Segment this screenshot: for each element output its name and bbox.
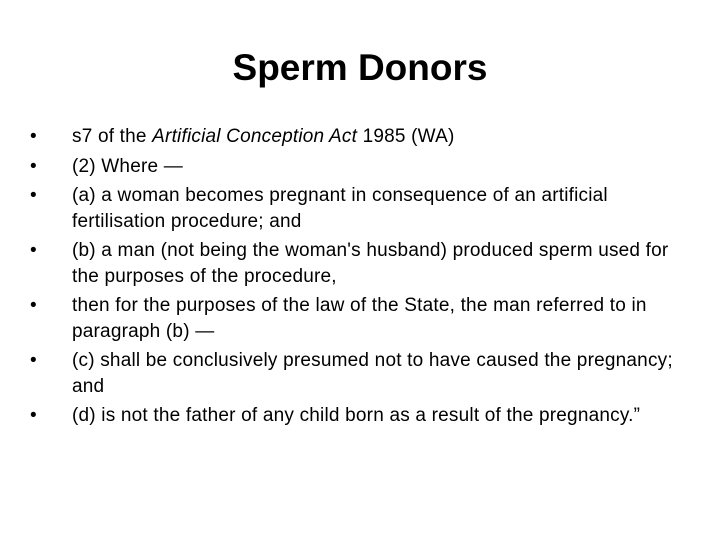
bullet-text: (a) a woman becomes pregnant in consequence of an artificial fertilisation procedure; and	[72, 185, 608, 232]
bullet-item-paragraph-a	[30, 183, 690, 234]
bullet-list	[30, 124, 690, 433]
bullet-item-paragraph-b	[30, 238, 690, 289]
bullet-icon: •	[30, 350, 37, 371]
bullet-item-paragraph-c	[30, 348, 690, 399]
bullet-item-paragraph-d	[30, 403, 690, 429]
slide-title: Sperm Donors	[232, 47, 488, 88]
bullet-icon: •	[30, 185, 37, 206]
bullet-item-act	[30, 124, 690, 150]
act-name: Artificial Conception Act	[152, 126, 358, 147]
bullet-text: (d) is not the father of any child born as a result of the pregnancy.”	[72, 405, 641, 426]
bullet-item-subsection-2	[30, 154, 690, 180]
bullet-icon: •	[30, 295, 37, 316]
bullet-icon: •	[30, 405, 37, 426]
bullet-icon: •	[30, 155, 37, 177]
bullet-item-then-clause	[30, 293, 690, 344]
act-citation-suffix: 1985 (WA)	[357, 126, 455, 147]
bullet-icon: •	[30, 126, 37, 147]
bullet-icon: •	[30, 240, 37, 261]
bullet-text: (c) shall be conclusively presumed not to have caused the pregnancy; and	[72, 350, 673, 397]
bullet-text: (b) a man (not being the woman's husband) produced sperm used for the purposes of the procedure,	[72, 240, 669, 287]
bullet-text: then for the purposes of the law of the State, the man referred to in paragraph (b) —	[72, 295, 647, 342]
act-citation-prefix: s7 of the	[72, 126, 153, 147]
bullet-text: (2) Where —	[72, 155, 183, 177]
